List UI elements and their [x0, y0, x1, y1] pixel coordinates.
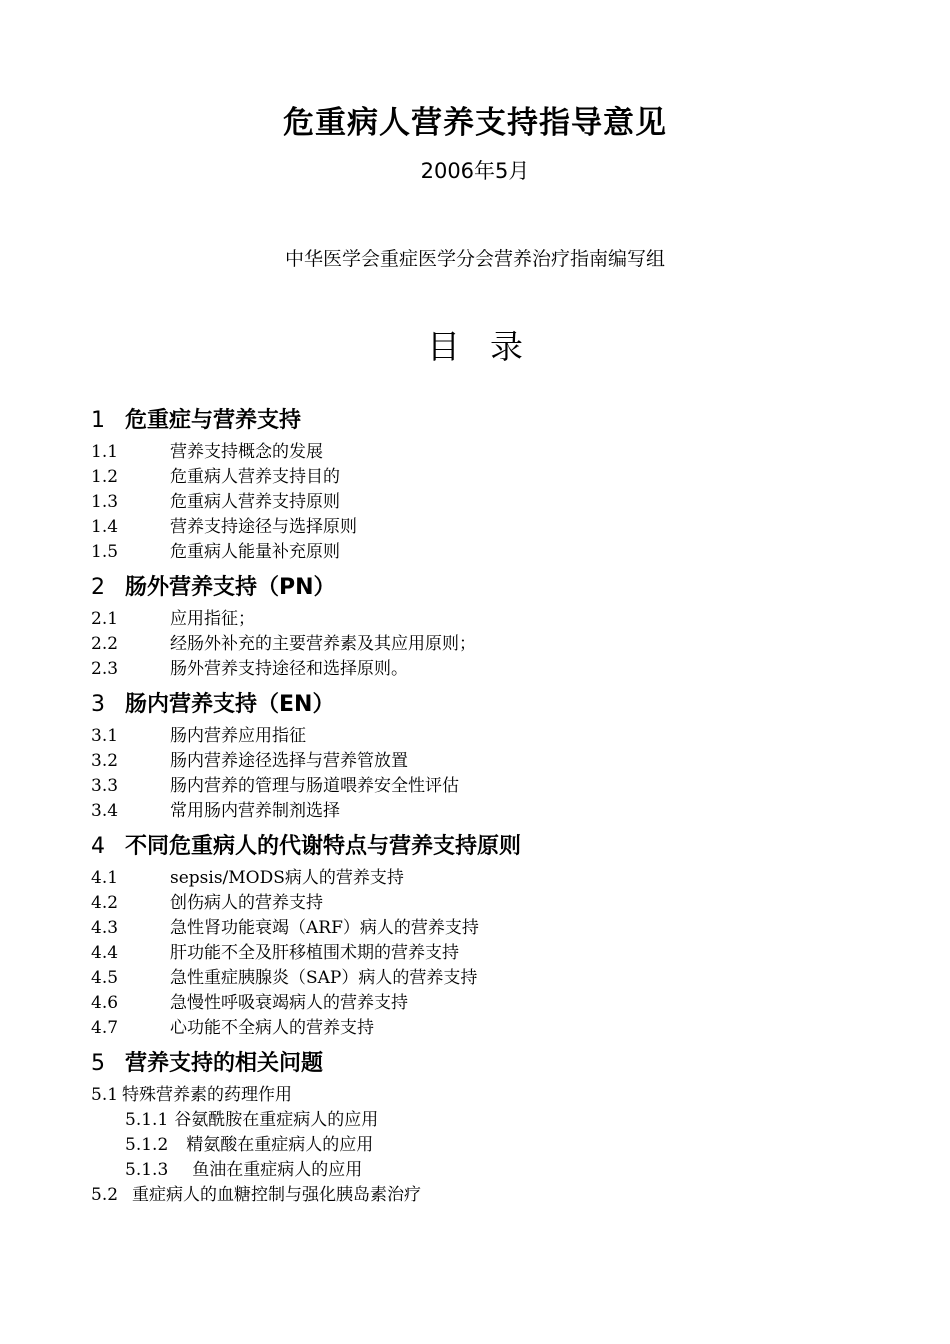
- toc-item-number: 4.4: [91, 943, 119, 963]
- toc-section-title[interactable]: [91, 402, 891, 440]
- toc-item[interactable]: [91, 632, 891, 657]
- toc-item[interactable]: [91, 941, 891, 966]
- document-date: 2006年5月: [420, 159, 530, 183]
- toc-item[interactable]: [91, 465, 891, 490]
- toc-item[interactable]: [91, 866, 891, 891]
- toc-item-number: 3.4: [91, 801, 119, 821]
- toc-item[interactable]: [91, 991, 891, 1016]
- table-of-contents: [91, 402, 891, 1212]
- toc-subitem[interactable]: [91, 1108, 891, 1133]
- toc-item[interactable]: [91, 657, 891, 682]
- toc-section-items: [91, 866, 891, 1041]
- toc-item[interactable]: [91, 916, 891, 941]
- toc-item-label: 重症病人的血糖控制与强化胰岛素治疗: [132, 1185, 422, 1205]
- toc-item-number: 2.2: [91, 634, 119, 654]
- toc-item-number: 1.1: [91, 442, 119, 462]
- toc-section-number: 1: [91, 408, 105, 433]
- toc-section-label: 肠内营养支持（EN）: [125, 692, 335, 717]
- toc-item-label: 创伤病人的营养支持: [170, 893, 323, 913]
- toc-section-items: [91, 607, 891, 682]
- toc-item[interactable]: [91, 490, 891, 515]
- toc-section-number: 3: [91, 692, 105, 717]
- toc-item-number: 4.6: [91, 993, 119, 1013]
- toc-section-3: [91, 686, 891, 824]
- toc-item-number: 1.4: [91, 517, 119, 537]
- toc-section-items: [91, 440, 891, 565]
- toc-item[interactable]: [91, 749, 891, 774]
- toc-section-label: 危重症与营养支持: [125, 408, 302, 433]
- toc-item-label: 特殊营养素的药理作用: [122, 1085, 293, 1105]
- toc-item-label: 危重病人能量补充原则: [170, 542, 340, 562]
- toc-item-label: 谷氨酰胺在重症病人的应用: [174, 1110, 379, 1130]
- toc-section-2: [91, 569, 891, 682]
- toc-section-label: 肠外营养支持（PN）: [125, 575, 336, 600]
- toc-item[interactable]: [91, 1183, 891, 1208]
- toc-heading: 目录: [427, 327, 553, 366]
- toc-section-title[interactable]: [91, 828, 891, 866]
- toc-item[interactable]: [91, 966, 891, 991]
- toc-subitem[interactable]: [91, 1133, 891, 1158]
- toc-item-label: 急性肾功能衰竭（ARF）病人的营养支持: [170, 918, 479, 938]
- toc-item-number: 4.5: [91, 968, 119, 988]
- toc-item-number: 4.7: [91, 1018, 119, 1038]
- toc-item-number: 2.1: [91, 609, 119, 629]
- toc-item-label: 危重病人营养支持原则: [170, 492, 340, 512]
- toc-item-number: 1.5: [91, 542, 119, 562]
- toc-item-label: 精氨酸在重症病人的应用: [186, 1135, 374, 1155]
- toc-section-number: 5: [91, 1051, 105, 1076]
- toc-item-number: 4.1: [91, 868, 119, 888]
- toc-item-label: 心功能不全病人的营养支持: [170, 1018, 374, 1038]
- toc-item-number: 5.2: [91, 1185, 119, 1205]
- toc-section-number: 4: [91, 834, 105, 859]
- toc-item-number: 4.3: [91, 918, 119, 938]
- toc-item[interactable]: [91, 774, 891, 799]
- toc-item-label: 常用肠内营养制剂选择: [170, 801, 340, 821]
- document-organization: 中华医学会重症医学分会营养治疗指南编写组: [284, 248, 665, 270]
- toc-item-number: 3.1: [91, 726, 119, 746]
- toc-item-number: 5.1.3: [125, 1160, 169, 1180]
- toc-item-label: 营养支持概念的发展: [170, 442, 323, 462]
- toc-item[interactable]: [91, 540, 891, 565]
- toc-item[interactable]: [91, 891, 891, 916]
- toc-item-number: 5.1: [91, 1085, 119, 1105]
- toc-item-label: 营养支持途径与选择原则: [170, 517, 357, 537]
- toc-item-label: 肠内营养途径选择与营养管放置: [170, 751, 408, 771]
- toc-item-number: 3.3: [91, 776, 119, 796]
- toc-item-label: 肠内营养的管理与肠道喂养安全性评估: [170, 776, 459, 796]
- toc-item-label: 鱼油在重症病人的应用: [192, 1160, 363, 1180]
- toc-item-number: 3.2: [91, 751, 119, 771]
- toc-item-label: 危重病人营养支持目的: [170, 467, 340, 487]
- toc-item[interactable]: [91, 440, 891, 465]
- toc-item-label: 应用指征；: [170, 609, 255, 629]
- toc-subitem[interactable]: [91, 1158, 891, 1183]
- toc-item-number: 5.1.2: [125, 1135, 169, 1155]
- toc-item-label: 经肠外补充的主要营养素及其应用原则；: [170, 634, 476, 654]
- toc-item-number: 5.1.1: [125, 1110, 169, 1130]
- toc-section-5: [91, 1045, 891, 1208]
- toc-item-number: 2.3: [91, 659, 119, 679]
- toc-section-number: 2: [91, 575, 105, 600]
- toc-item-label: 肠内营养应用指征: [170, 726, 306, 746]
- toc-item-number: 4.2: [91, 893, 119, 913]
- toc-section-items: [91, 724, 891, 824]
- toc-item-label: 急性重症胰腺炎（SAP）病人的营养支持: [170, 968, 478, 988]
- toc-item[interactable]: [91, 1083, 891, 1108]
- toc-item-number: 1.3: [91, 492, 119, 512]
- toc-section-label: 营养支持的相关问题: [125, 1051, 324, 1076]
- toc-section-title[interactable]: [91, 686, 891, 724]
- toc-item[interactable]: [91, 724, 891, 749]
- toc-item[interactable]: [91, 799, 891, 824]
- toc-item-label: 肝功能不全及肝移植围术期的营养支持: [170, 943, 459, 963]
- toc-item[interactable]: [91, 607, 891, 632]
- toc-item[interactable]: [91, 1016, 891, 1041]
- document-title: 危重病人营养支持指导意见: [283, 105, 667, 141]
- toc-section-title[interactable]: [91, 1045, 891, 1083]
- toc-item-label: 肠外营养支持途径和选择原则。: [170, 659, 408, 679]
- toc-item-number: 1.2: [91, 467, 119, 487]
- toc-section-4: [91, 828, 891, 1041]
- toc-section-items: [91, 1083, 891, 1208]
- toc-item-label: 急慢性呼吸衰竭病人的营养支持: [170, 993, 408, 1013]
- toc-item-label: sepsis/MODS病人的营养支持: [170, 868, 404, 888]
- toc-section-label: 不同危重病人的代谢特点与营养支持原则: [125, 834, 522, 859]
- toc-item[interactable]: [91, 515, 891, 540]
- toc-section-title[interactable]: [91, 569, 891, 607]
- toc-section-1: [91, 402, 891, 565]
